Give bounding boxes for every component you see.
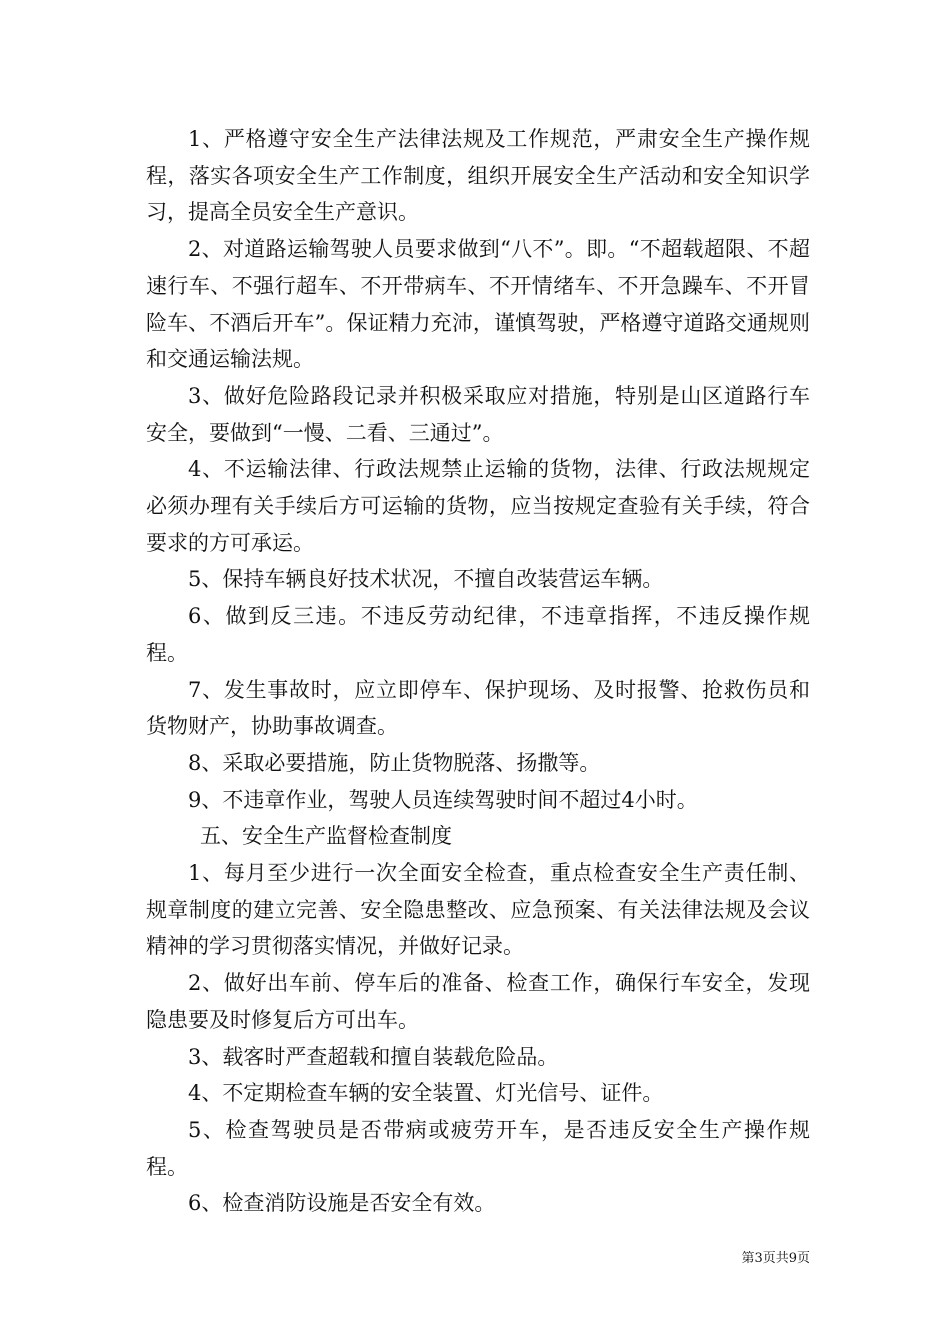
paragraph-4: 4、不运输法律、行政法规禁止运输的货物，法律、行政法规规定必须办理有关手续后方可运输的货物，应当按规定查验有关手续，符合要求的方可承运。 [146,457,810,555]
paragraph-3: 3、做好危险路段记录并积极采取应对措施，特别是山区道路行车安全，要做到“一慢、二看、三通过”。 [146,383,810,445]
paragraph-16: 6、检查消防设施是否安全有效。 [188,1191,496,1216]
paragraph-5: 5、保持车辆良好技术状况，不擅自改装营运车辆。 [188,567,664,592]
paragraph-7: 7、发生事故时，应立即停车、保护现场、及时报警、抢救伤员和货物财产，协助事故调查。 [146,677,810,739]
paragraph-2: 2、对道路运输驾驶人员要求做到“八不”。即。“不超载超限、不超速行车、不强行超车、不开带病车、不开情绪车、不开急躁车、不开冒险车、不酒后开车”。保证精力充沛，谨慎驾驶，严格遵守道路交通规则和交通运输法规。 [146,237,810,372]
paragraph-1: 1、严格遵守安全生产法律法规及工作规范，严肃安全生产操作规程，落实各项安全生产工作制度，组织开展安全生产活动和安全知识学习，提高全员安全生产意识。 [146,127,810,225]
paragraph-6: 6、做到反三违。不违反劳动纪律，不违章指挥，不违反操作规程。 [146,604,810,665]
page-number: 第3页共9页 [741,1251,810,1266]
paragraph-12: 2、做好出车前、停车后的准备、检查工作，确保行车安全，发现隐患要及时修复后方可出车。 [146,971,810,1032]
paragraph-14: 4、不定期检查车辆的安全装置、灯光信号、证件。 [188,1081,664,1106]
section-heading: 五、安全生产监督检查制度 [200,824,452,849]
paragraph-9: 9、不违章作业，驾驶人员连续驾驶时间不超过4小时。 [188,787,698,812]
paragraph-8: 8、采取必要措施，防止货物脱落、扬撒等。 [188,750,601,775]
document-body [146,121,810,1222]
paragraph-11: 1、每月至少进行一次全面安全检查，重点检查安全生产责任制、规章制度的建立完善、安全隐患整改、应急预案、有关法律法规及会议精神的学习贯彻落实情况，并做好记录。 [146,861,810,959]
paragraph-15: 5、检查驾驶员是否带病或疲劳开车，是否违反安全生产操作规程。 [146,1117,810,1179]
paragraph-13: 3、载客时严查超载和擅自装载危险品。 [188,1044,559,1069]
